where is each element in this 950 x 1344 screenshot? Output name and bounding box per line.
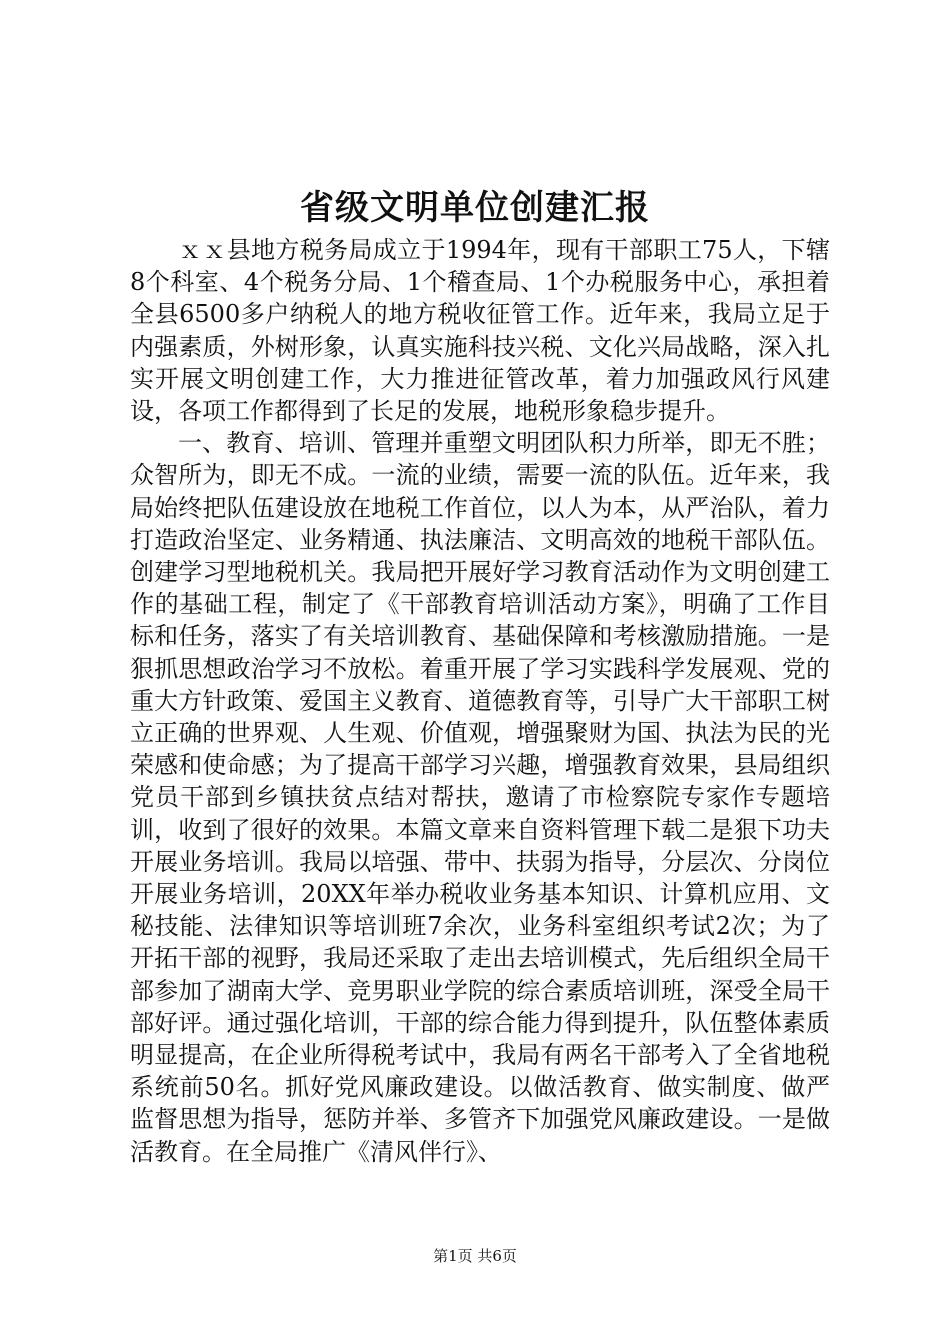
paragraph-section-one: 一、教育、培训、管理并重塑文明团队积力所举，即无不胜；众智所为，即无不成。一流的业绩，需要一流的队伍。近年来，我局始终把队伍建设放在地税工作首位，以人为本，从严治队，着力打造政治坚定、业务精通、执法廉洁、文明高效的地税干部队伍。创建学习型地税机关。我局把开展好学习教育活动作为文明创建工作的基础工程，制定了《干部教育培训活动方案》，明确了工作目标和任务，落实了有关培训教育、基础保障和考核激励措施。一是狠抓思想政治学习不放松。着重开展了学习实践科学发展观、党的重大方针政策、爱国主义教育、道德教育等，引导广大干部职工树立正确的世界观、人生观、价值观，增强聚财为国、执法为民的光荣感和使命感；为了提高干部学习兴趣，增强教育效果，县局组织党员干部到乡镇扶贫点结对帮扶，邀请了市检察院专家作专题培训，收到了很好的效果。本篇文章来自资料管理下载二是狠下功夫开展业务培训。我局以培强、带中、扶弱为指导，分层次、分岗位开展业务培训，20XX年举办税收业务基本知识、计算机应用、文秘技能、法律知识等培训班7余次，业务科室组织考试2次；为了开拓干部的视野，我局还采取了走出去培训模式，先后组织全局干部参加了湖南大学、竞男职业学院的综合素质培训班，深受全局干部好评。通过强化培训，干部的综合能力得到提升，队伍整体素质明显提高，在企业所得税考试中，我局有两名干部考入了全省地税系统前50名。抓好党风廉政建设。以做活教育、做实制度、做严监督思想为指导，惩防并举、多管齐下加强党风廉政建设。一是做活教育。在全局推广《清风伴行》、 <box>130 429 830 1166</box>
paragraph-intro: ｘｘ县地方税务局成立于1994年，现有干部职工75人，下辖8个科室、4个税务分局、1个稽查局、1个办税服务中心，承担着全县6500多户纳税人的地方税收征管工作。近年来，我局立足于内强素质，外树形象，认真实施科技兴税、文化兴局战略，深入扎实开展文明创建工作，大力推进征管改革，着力加强政风行风建设，各项工作都得到了长足的发展，地税形象稳步提升。 <box>130 236 830 426</box>
document-title: 省级文明单位创建汇报 <box>300 188 650 228</box>
document-body <box>130 234 830 1168</box>
page-number-footer: 第1页 共6页 <box>433 1247 517 1265</box>
